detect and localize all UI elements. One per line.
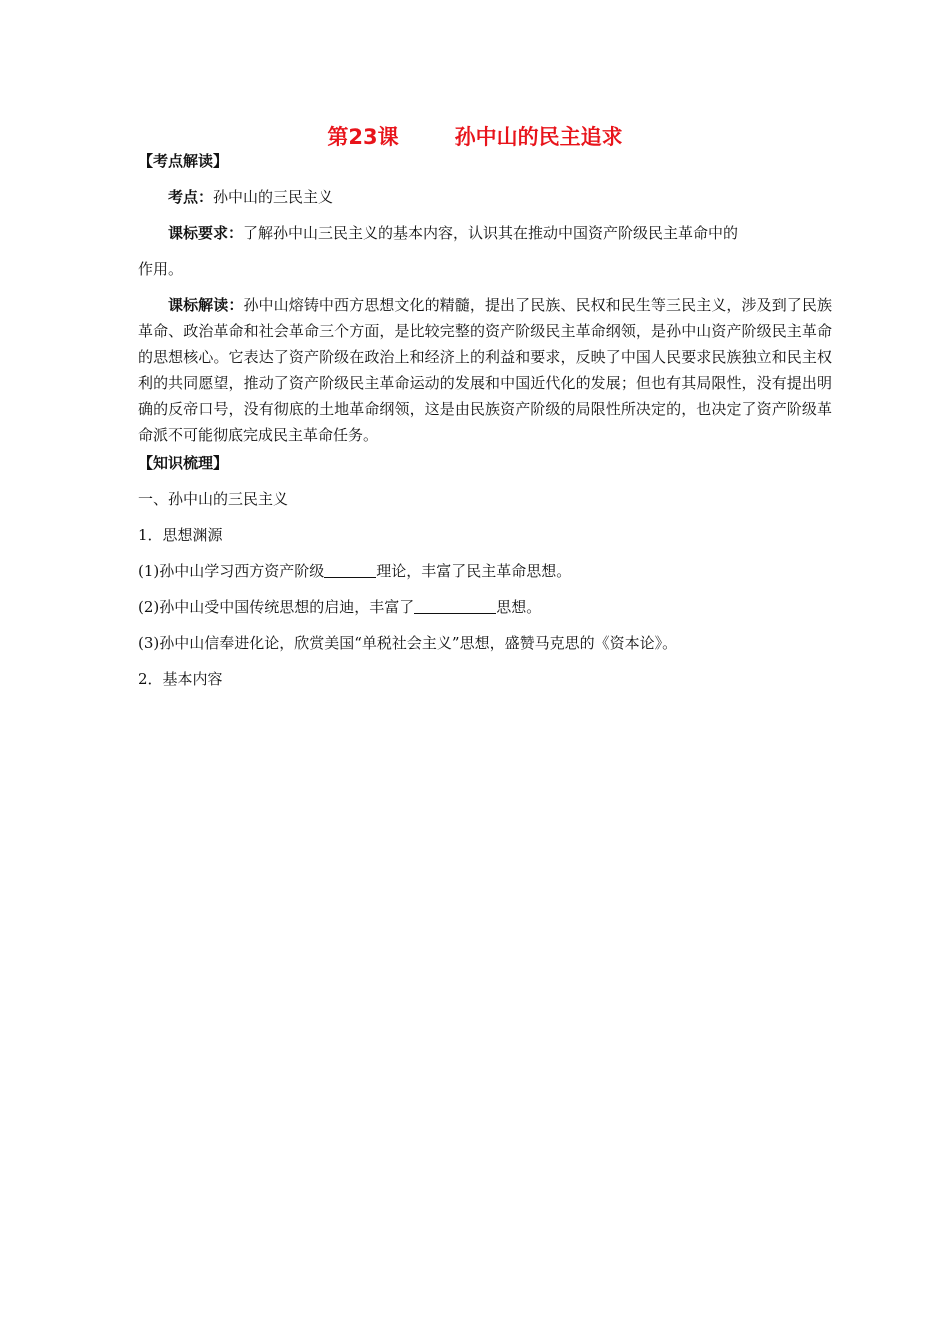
kebiao-requirement-label: 课标要求： (168, 224, 244, 242)
title-topic: 孙中山的民主追求 (454, 125, 623, 149)
item-one-point-one-suffix: 理论，丰富了民主革命思想。 (376, 562, 572, 580)
item-one-point-one-prefix: (1)孙中山学习西方资产阶级 (138, 562, 325, 580)
item-one-point-three: (3)孙中山信奉进化论，欣赏美国“单税社会主义”思想，盛赞马克思的《资本论》。 (138, 634, 678, 652)
document-body (138, 148, 832, 692)
kaodian-paragraph (138, 184, 832, 210)
section-heading-zhishi: 【知识梳理】 (138, 454, 229, 472)
page-title (0, 121, 950, 151)
kebiao-requirement-paragraph (138, 220, 832, 246)
part-one-title: 一、孙中山的三民主义 (138, 490, 289, 508)
item-one-point-two (138, 594, 832, 620)
kebiao-requirement-continued: 作用。 (138, 260, 184, 278)
item-one-point-two-prefix: (2)孙中山受中国传统思想的启迪，丰富了 (138, 598, 415, 616)
kebiao-requirement-text: 了解孙中山三民主义的基本内容，认识其在推动中国资产阶级民主革命中的 (243, 224, 739, 242)
item-one-title: 1．思想渊源 (138, 526, 223, 544)
kebiao-interpretation-label: 课标解读： (168, 296, 244, 314)
item-one-point-two-suffix: 思想。 (496, 598, 542, 616)
fill-blank-thought[interactable] (414, 597, 496, 614)
title-lesson-number: 第23课 (327, 125, 399, 149)
item-one-point-one (138, 558, 832, 584)
kaodian-label: 考点： (168, 188, 214, 206)
section-heading-kaodian: 【考点解读】 (138, 152, 229, 170)
kaodian-text: 孙中山的三民主义 (213, 188, 334, 206)
kebiao-interpretation-paragraph (138, 292, 832, 448)
kebiao-interpretation-text: 孙中山熔铸中西方思想文化的精髓，提出了民族、民权和民生等三民主义，涉及到了民族革命、政治革命和社会革命三个方面，是比较完整的资产阶级民主革命纲领，是孙中山资产阶级民主革命的思想核心。它表达了资产阶级在政治上和经济上的利益和要求，反映了中国人民要求民族独立和民主权利的共同愿望，推动了资产阶级民主革命运动的发展和中国近代化的发展；但也有其局限性，没有提出明确的反帝口号，没有彻底的土地革命纲领，这是由民族资产阶级的局限性所决定的，也决定了资产阶级革命派不可能彻底完成民主革命任务。 (138, 296, 832, 444)
item-two-title: 2．基本内容 (138, 670, 223, 688)
fill-blank-theory[interactable] (324, 561, 376, 578)
